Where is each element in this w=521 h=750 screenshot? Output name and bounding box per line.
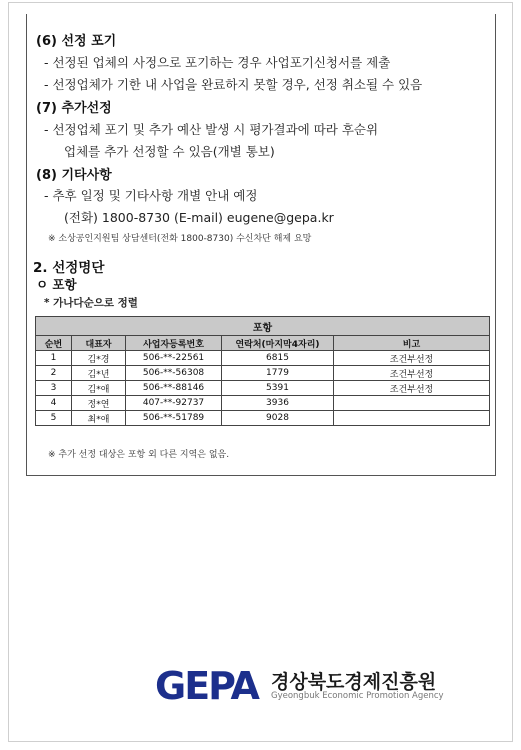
table-cell: 1779 [222,366,334,381]
column-header: 대표자 [72,336,126,351]
table-cell [334,411,490,426]
table-cell: 9028 [222,411,334,426]
table-cell: 조건부선정 [334,366,490,381]
table-cell: 3936 [222,396,334,411]
column-header: 연락처(마지막4자리) [222,336,334,351]
table-cell: 506-**-56308 [126,366,222,381]
table-row [36,396,490,411]
table-cell [334,396,490,411]
section-8-line-1: - 추후 일정 및 기타사항 개별 안내 예정 [44,188,258,203]
logo-english-name: Gyeongbuk Economic Promotion Agency [271,691,444,701]
table-cell: 조건부선정 [334,351,490,366]
table-cell: 조건부선정 [334,381,490,396]
gepa-logo [155,664,455,708]
column-header: 순번 [36,336,72,351]
section-8-contact-line: (전화) 1800-8730 (E-mail) eugene@gepa.kr [64,210,334,225]
table-cell: 506-**-88146 [126,381,222,396]
table-row [36,351,490,366]
logo-korean-name: 경상북도경제진흥원 [271,671,437,693]
table-cell: 5 [36,411,72,426]
section-7-heading: (7) 추가선정 [36,101,112,116]
section-7-line-2: 업체를 추가 선정할 수 있음(개별 통보) [64,144,275,159]
gepa-logo-mark [155,664,258,708]
table-cell: 최*애 [72,411,126,426]
section-7-line-1: - 선정업체 포기 및 추가 예산 발생 시 평가결과에 따라 후순위 [44,122,379,137]
section-6-heading: (6) 선정 포기 [36,34,117,49]
sort-note: * 가나다순으로 정렬 [44,297,138,309]
table-cell: 506-**-22561 [126,351,222,366]
table-cell: 1 [36,351,72,366]
table-cell: 3 [36,381,72,396]
column-header: 비고 [334,336,490,351]
table-cell: 2 [36,366,72,381]
table-cell: 5391 [222,381,334,396]
table-row [36,411,490,426]
table-cell: 김*경 [72,351,126,366]
list-heading: 2. 선정명단 [33,260,105,276]
section-6-line-2: - 선정업체가 기한 내 사업을 완료하지 못할 경우, 선정 취소될 수 있음 [44,77,423,92]
table-footer-note: ※ 추가 선정 대상은 포항 외 다른 지역은 없음. [48,450,230,460]
section-8-note: ※ 소상공인지원팀 상담센터(전화 1800-8730) 수신차단 해제 요망 [48,234,312,244]
table-cell: 김*애 [72,381,126,396]
region-label: ㅇ 포항 [36,277,77,292]
section-8-heading: (8) 기타사항 [36,168,112,183]
table-title: 포항 [36,317,490,336]
table-cell: 6815 [222,351,334,366]
selection-table [35,316,490,426]
table-cell: 김*년 [72,366,126,381]
table-row [36,366,490,381]
table-cell: 4 [36,396,72,411]
table-cell: 정*연 [72,396,126,411]
table-cell: 407-**-92737 [126,396,222,411]
gepa-logo-mark-text: GEPA [155,664,258,708]
section-6-line-1: - 선정된 업체의 사정으로 포기하는 경우 사업포기신청서를 제출 [44,55,391,70]
column-header: 사업자등록번호 [126,336,222,351]
table-cell: 506-**-51789 [126,411,222,426]
table-row [36,381,490,396]
